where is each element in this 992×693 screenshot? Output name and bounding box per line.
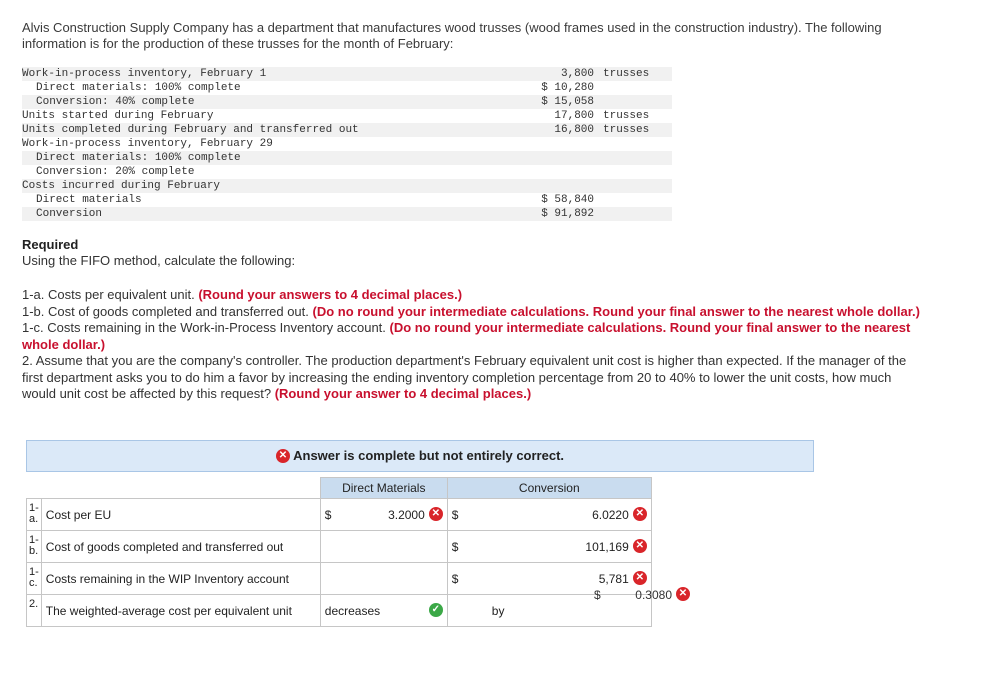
part-1b: 1-b. Cost of goods completed and transferred out. (Do no round your intermediate calculations. Round your final answer to the nearest whole dollar.): [22, 303, 920, 319]
answer-row-1a: 1-a. Cost per EU $ 3.2000 ✕ $ 6.0220 ✕: [27, 499, 652, 531]
incorrect-icon: ✕: [633, 571, 647, 585]
x-circle-icon: ✕: [276, 449, 290, 463]
problem-intro: Alvis Construction Supply Company has a department that manufactures wood trusses (wood frames used in the construction industry). The following information is for the production of these trusses for the month of February:: [22, 20, 882, 51]
incorrect-icon: ✕: [429, 507, 443, 521]
answer-table: [26, 477, 652, 627]
data-row: Direct materials: 100% complete $ 10,280: [36, 82, 594, 94]
header-direct-materials: Direct Materials: [320, 478, 447, 499]
unit-cost-change-input[interactable]: $ 0.3080 ✕: [594, 588, 690, 602]
data-row: Direct materials: 100% complete: [22, 151, 672, 165]
requirement-parts: [22, 287, 922, 403]
data-row: Units completed during February and transferred out 16,800 trusses: [22, 123, 672, 137]
incorrect-icon: ✕: [633, 507, 647, 521]
data-row: Costs incurred during February: [22, 179, 672, 193]
required-title: Required: [22, 237, 79, 252]
data-row: Conversion $ 91,892: [22, 207, 672, 221]
cogs-transferred-input[interactable]: $ 101,169 ✕: [447, 531, 651, 563]
data-row: Direct materials $ 58,840: [36, 194, 594, 206]
direction-select[interactable]: decreases ✓: [320, 595, 447, 627]
required-section: [22, 237, 922, 269]
cv-cost-per-eu-input[interactable]: $ 6.0220 ✕: [447, 499, 651, 531]
incorrect-icon: ✕: [676, 587, 690, 601]
data-row: Work-in-process inventory, February 1 3,800 trusses: [22, 67, 672, 81]
required-subtitle: Using the FIFO method, calculate the following:: [22, 253, 296, 268]
data-row: Conversion: 40% complete $ 15,058: [22, 95, 672, 109]
answer-row-1b: 1-b. Cost of goods completed and transferred out $ 101,169 ✕: [27, 531, 652, 563]
part-2: 2. Assume that you are the company's controller. The production department's February equivalent unit cost is higher than expected. If the manager of the first department asks you to do him a favor by increasing the ending inventory completion percentage from 20 to 40% to lower the unit costs, how much would unit cost be affected by this request? (Round your answer to 4 decimal places.): [22, 353, 907, 401]
header-conversion: Conversion: [447, 478, 651, 499]
incorrect-icon: ✕: [633, 539, 647, 553]
banner-text: Answer is complete but not entirely correct.: [293, 448, 565, 463]
data-row: Units started during February 17,800 trusses: [22, 110, 650, 122]
data-row: Conversion: 20% complete: [36, 166, 195, 178]
correct-check-icon: ✓: [429, 603, 443, 617]
part-1c: 1-c. Costs remaining in the Work-in-Process Inventory account. (Do no round your intermediate calculations. Round your final answer to the nearest whole dollar.): [22, 320, 911, 352]
answer-row-1c: 1-c. Costs remaining in the WIP Inventory account $ 5,781 ✕: [27, 563, 652, 595]
wip-remaining-input[interactable]: $ 5,781 ✕: [447, 563, 651, 595]
answer-status-banner: [26, 440, 814, 472]
dm-cost-per-eu-input[interactable]: $ 3.2000 ✕: [320, 499, 447, 531]
part-1a: 1-a. Costs per equivalent unit. (Round your answers to 4 decimal places.): [22, 287, 463, 302]
answer-row-2: 2. The weighted-average cost per equivalent unit decreases ✓ by: [27, 595, 652, 627]
data-row: Work-in-process inventory, February 29: [22, 138, 273, 150]
problem-data-table: [22, 67, 672, 221]
